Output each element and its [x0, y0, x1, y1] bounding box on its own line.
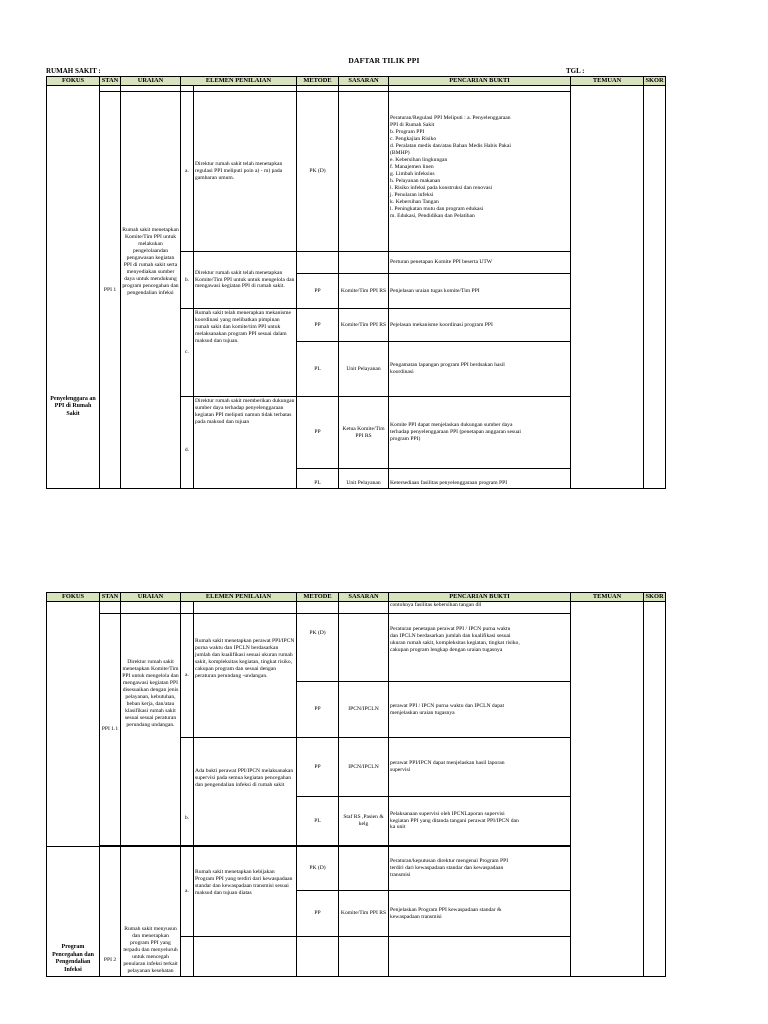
page-break	[46, 494, 665, 590]
focus-cell: Program Pencegahan dan Pengendalian Infeksi	[47, 847, 100, 977]
uraian-cell: Rumah sakit menetapkan Komite/Tim PPI untuk melakukan pengelolaandan pengawasan kegiatan PPI di rumah sakit serta menyediakan sumber daya untuk mendukung program pencegahan dan pengendalian infeksi	[121, 92, 181, 489]
uraian-cell: Direktur rumah sakit menetapkan Komite/Tim PPI untuk mengelola dan mengawasi kegiatan PPI disesuaikan dengan jenis pelayanan, kebutuhan, beban kerja, dan/atau klasifikasi rumah sakit sesuai sesuai peraturan perundang undangan.	[121, 614, 181, 846]
table-header-row	[47, 77, 666, 86]
letter-d: d.	[181, 397, 194, 489]
table-row: b. Ada bukti perawat PPI/IPCN melaksanakan supervisi pada semua kegiatan pencegahan dan pengendalian infeksi di rumah sakit PP IPCN/IPCLN perawat PPI/IPCN dapat menjelaskan hasil laporan supervisi	[47, 738, 666, 797]
col-elemen: ELEMEN PENILAIAN	[181, 77, 297, 86]
col-uraian: URAIAN	[121, 77, 181, 86]
focus-cell: Penyelenggara an PPI di Rumah Sakit	[47, 86, 100, 489]
table-row: PP Komite/Tim PPI RS Penjelasan uraian tugas komite/Tim PPI	[47, 274, 666, 309]
date-label: TGL :	[566, 67, 585, 75]
standard-cell: PPI 2	[100, 847, 121, 977]
skor-cell[interactable]	[644, 86, 666, 489]
document-title: DAFTAR TILIK PPI	[348, 56, 420, 65]
table-row: d. Direktur rumah sakit memberikan dukungan sumber daya terhadap penyelenggaraan kegiatan PPI meliputi namun tidak terbatas pada maksud dan tujuan PP Ketua Komite/Tim PPI RS Komite PPI dapat menjelaskan dukungan sumber daya terhadap penyelenggaraan PPI (penetapan anggaran sesuai program PPI)	[47, 397, 666, 469]
elemen-b: Direktur rumah sakit telah menetapkan Komite/Tim PPI untuk untuk mengelola dan mengawasi kegiatan PPI di rumah sakit.	[194, 252, 297, 309]
table-row: PL Staf RS ,Pasien & kelg Pelaksanaan supervisi oleh IPCNLaporan supervisi kegiatan PPI yang ditanda tangani perawat PPI/IPCN dan ka unit	[47, 797, 666, 846]
uraian-cell: Rumah sakit menyusun dan menerapkan program PPI yang terpadu dan menyeluruh untuk mencegah penularan infeksi terkait pelayanan kesehatan	[121, 847, 181, 977]
temuan-cell[interactable]	[571, 86, 644, 489]
elemen-d: Direktur rumah sakit memberikan dukungan sumber daya terhadap penyelenggaraan kegiatan PPI meliputi namun tidak terbatas pada maksud dan tujuan	[194, 397, 297, 489]
checklist-table-2	[46, 592, 666, 977]
table-row: PP IPCN/IPCLN perawat PPI / IPCN purna waktu dan IPCLN dapat menjelaskan uraian tugasnya	[47, 682, 666, 738]
sasaran-cell	[339, 92, 389, 252]
col-temuan: TEMUAN	[571, 77, 644, 86]
metode-cell: PK (D)	[297, 92, 339, 252]
table-row: PL Unit Pelayanan Pengamatan lapangan program PPI berdsakan hasil koordinasi	[47, 342, 666, 397]
col-metode: METODE	[297, 77, 339, 86]
elemen-a: Direktur rumah sakit telah menetapkan regulasi PPI meliputi poin a) - m) pada gambaran umum.	[194, 92, 297, 252]
col-skor: SKOR	[645, 77, 664, 84]
standard-cell: PPI 1.1	[100, 614, 121, 846]
elemen-c: Rumah sakit telah menerapkan mekanisme koordinasi yang melibatkan pimpinan rumah sakit dan komite/tim PPI untuk melaksanakan program PPI sesuai dalam maksud dan tujuan.	[194, 309, 297, 397]
table-row: Program Pencegahan dan Pengendalian Infeksi PPI 2 Rumah sakit menyusun dan menerapkan program PPI yang terpadu dan menyeluruh untuk mencegah penularan infeksi terkait pelayanan kesehatan a. Rumah sakit menetapkan kebijakan Program PPI yang terdiri dari kewaspadaan standar dan kewaspadaan transmisi sesuai maksud dan tujuan diatas PK (D) Peraturan/keputusan direktur mengenai Program PPI terdiri dari kewaspadaan standar dan kewaspadaan transmisi	[47, 847, 666, 891]
standard-cell: PPI 1	[100, 92, 121, 489]
col-sasaran: SASARAN	[339, 77, 389, 86]
col-standard: STAN	[100, 77, 121, 86]
table-row: PPI 1.1 Direktur rumah sakit menetapkan Komite/Tim PPI untuk mengelola dan mengawasi kegiatan PPI disesuaikan dengan jenis pelayanan, kebutuhan, beban kerja, dan/atau klasifikasi rumah sakit sesuai sesuai peraturan perundang undangan. a. Rumah sakit menetapkan perawat PPI/IPCN purna waktu dan IPCLN berdasarkan jumlah dan kualifikasi sesuai ukuran rumah sakit, kompleksitas kegiatan, tingkat risiko, cakupan program dan sesuai dengan peraturan perundang -undangan. PK (D) Peraturan penetapan perawat PPI / IPCN purna waktu dan IPCLN berdasarkan jumlah dan kualifikasi sesuai ukuran rumah sakit, kompleksitas kegiatan, tingkat risiko, cakupan program lengkap dengan uraian tugasnya	[47, 614, 666, 682]
col-bukti: PENCARIAN BUKTI	[389, 77, 571, 86]
letter-a: a.	[181, 92, 194, 252]
checklist-table-1	[46, 76, 666, 489]
letter-c: c.	[181, 309, 194, 397]
bukti-cell: Peraturan/Regulasi PPI Meliputi : a. Penyelenggaraan PPI di Rumah Sakit b. Program PPI c. Pengkajian Risiko d. Peralatan medis dan/atau Bahan Medis Habis Pakai (BMHP) e. Kebersihan lingkungan f. Manajemen linen g. Limbah infeksius h. Pelayanan makanan i. Risiko infeksi pada konstruksi dan renovasi j. Penularan infeksi k. Kebersihan Tangan l. Peningkatan mutu dan program edukasi m. Edukasi, Pendidikan dan Pelatihan	[389, 92, 571, 252]
temuan-cell[interactable]	[571, 602, 644, 977]
letter-b: b.	[181, 252, 194, 309]
table-row: PP Komite/Tim PPI RS Penjelaskan Program PPI kewaspadaan standar & kewaspadaan transmisi	[47, 891, 666, 937]
skor-cell[interactable]	[644, 602, 666, 977]
table-header-row: FOKUS STAN URAIAN ELEMEN PENILAIAN METODE SASARAN PENCARIAN BUKTI TEMUAN SKOR	[47, 593, 666, 602]
hospital-label: RUMAH SAKIT :	[46, 67, 101, 75]
table-row: contohnya fasilitas kebersihan tangan dll	[47, 602, 666, 614]
table-row: c. Rumah sakit telah menerapkan mekanisme koordinasi yang melibatkan pimpinan rumah sakit dan komite/tim PPI untuk melaksanakan program PPI sesuai dalam maksud dan tujuan. PP Komite/Tim PPI RS Pejelasan mekanisme koordinasi program PPI	[47, 309, 666, 342]
table-row: PL Unit Pelayanan Ketersediaan fasilitas penyelenggaraan program PPI	[47, 469, 666, 489]
table-row: b. Direktur rumah sakit telah menetapkan Komite/Tim PPI untuk untuk mengelola dan mengawasi kegiatan PPI di rumah sakit. Perturan penetapan Komite PPI beserta UTW	[47, 252, 666, 274]
col-focus: FOKUS	[47, 77, 100, 86]
